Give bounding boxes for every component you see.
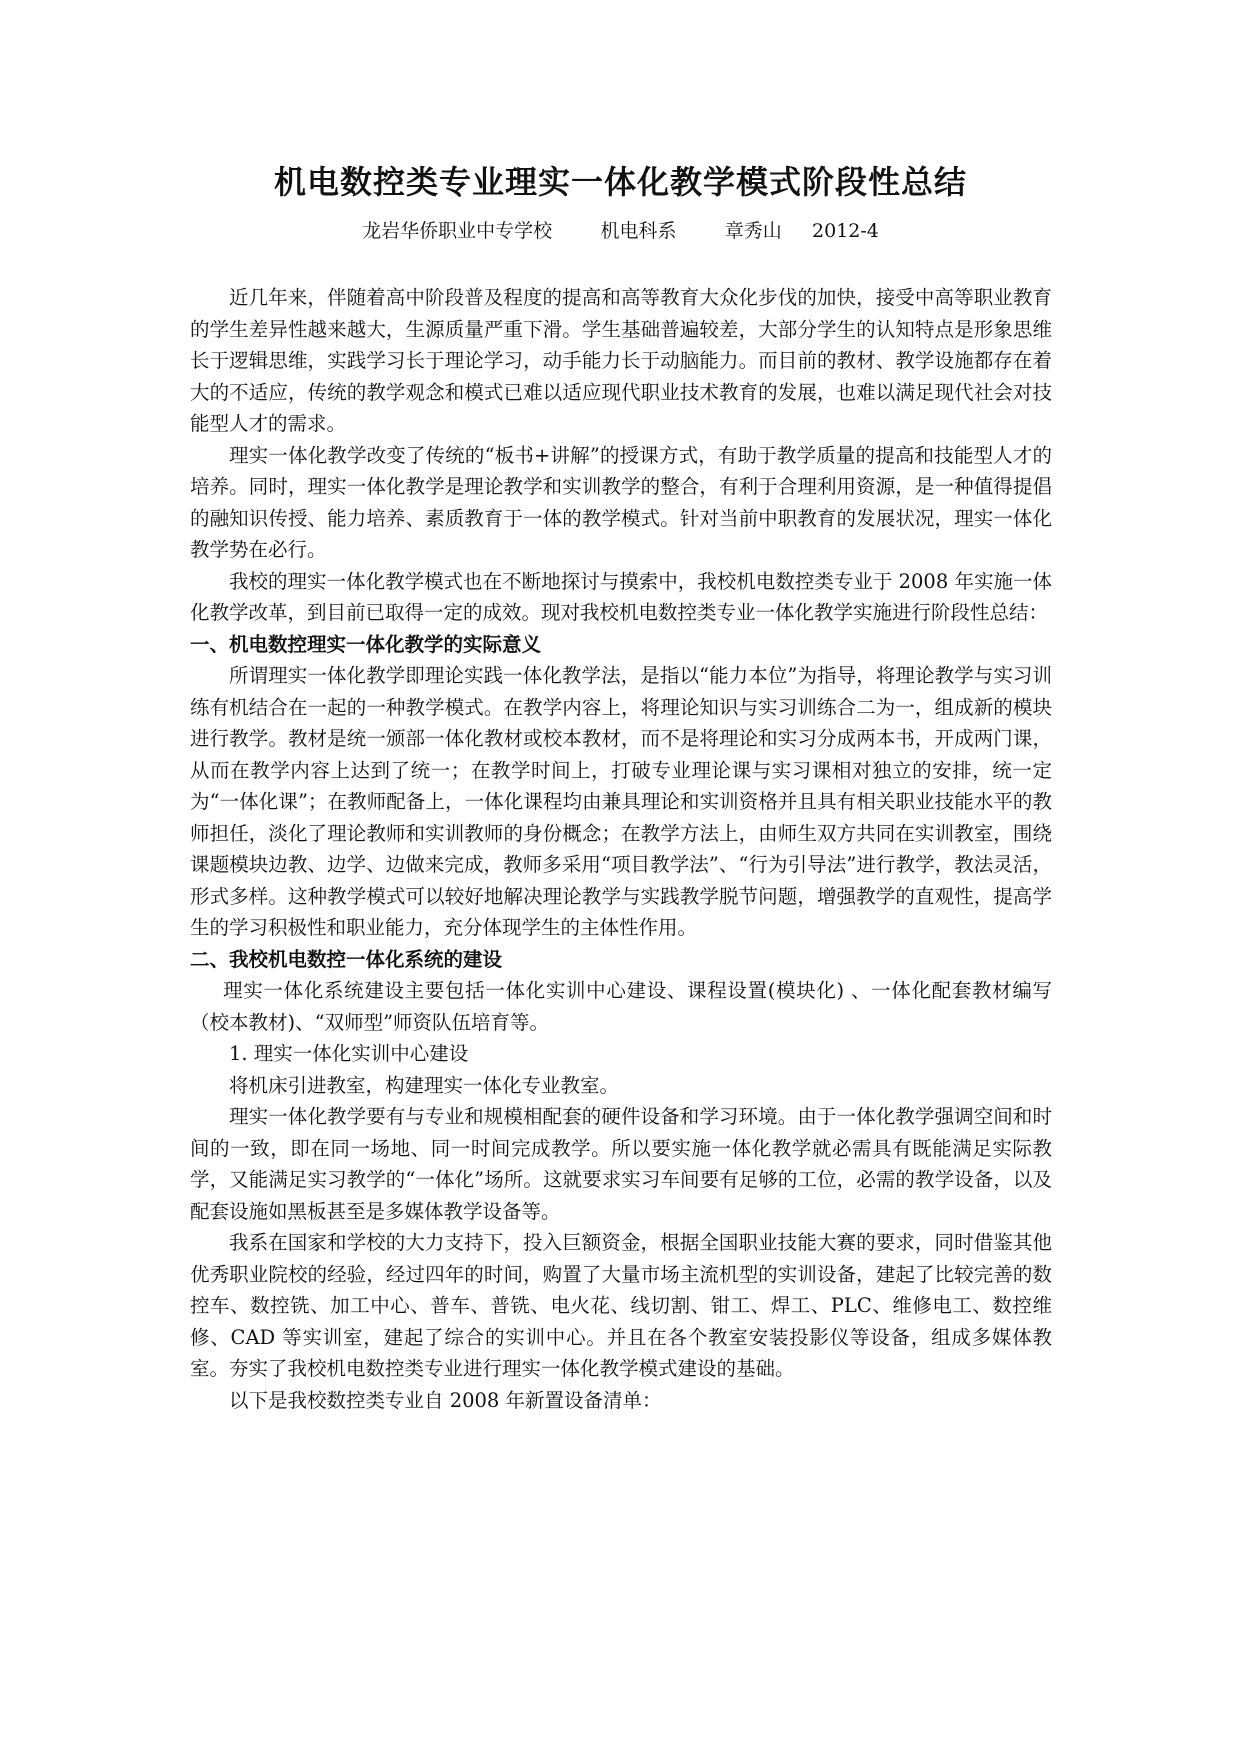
intro-paragraph-1: 近几年来，伴随着高中阶段普及程度的提高和高等教育大众化步伐的加快，接受中高等职业教育的学生差异性越来越大，生源质量严重下滑。学生基础普遍较差，大部分学生的认知特点是形象思维长于逻辑思维，实践学习长于理论学习，动手能力长于动脑能力。而目前的教材、教学设施都存在着大的不适应，传统的教学观念和模式已难以适应现代职业技术教育的发展，也难以满足现代社会对技能型人才的需求。 xyxy=(190,286,1052,435)
subsection-1-paragraph-3: 我系在国家和学校的大力支持下，投入巨额资金，根据全国职业技能大赛的要求，同时借鉴其他优秀职业院校的经验，经过四年的时间，购置了大量市场主流机型的实训设备，建起了比较完善的数控车、数控铣、加工中心、普车、普铣、电火花、线切割、钳工、焊工、PLC、维修电工、数控维修、CAD 等实训室，建起了综合的实训中心。并且在各个教室安装投影仪等设备，组成多媒体教室。夯实了我校机电数控类专业进行理实一体化教学模式建设的基础。 xyxy=(190,1231,1052,1380)
intro-paragraph-3: 我校的理实一体化教学模式也在不断地探讨与摸索中，我校机电数控类专业于 2008 年实施一体化教学改革，到目前已取得一定的成效。现对我校机电数控类专业一体化教学实施进行阶段性总结： xyxy=(190,569,1052,624)
intro-paragraph-2: 理实一体化教学改变了传统的“板书+讲解”的授课方式，有助于教学质量的提高和技能型人才的培养。同时，理实一体化教学是理论教学和实训教学的整合，有利于合理利用资源，是一种值得提倡的融知识传授、能力培养、素质教育于一体的教学模式。针对当前中职教育的发展状况，理实一体化教学势在必行。 xyxy=(190,443,1052,561)
section-1-heading: 一、机电数控理实一体化教学的实际意义 xyxy=(190,632,542,656)
byline-department: 机电科系 xyxy=(600,220,677,242)
section-2-heading: 二、我校机电数控一体化系统的建设 xyxy=(190,947,503,971)
byline-school: 龙岩华侨职业中专学校 xyxy=(362,220,553,242)
byline xyxy=(0,217,1241,245)
subsection-1-heading: 1. 理实一体化实训中心建设 xyxy=(229,1042,469,1065)
document-body xyxy=(190,282,1052,1416)
document-title: 机电数控类专业理实一体化教学模式阶段性总结 xyxy=(273,163,967,201)
section-2-intro: 理实一体化系统建设主要包括一体化实训中心建设、课程设置(模块化) 、一体化配套教材编写（校本教材)、“双师型”师资队伍培育等。 xyxy=(190,979,1052,1034)
byline-date: 2012-4 xyxy=(812,220,879,242)
byline-author: 章秀山 xyxy=(724,220,782,242)
subsection-1-paragraph-4: 以下是我校数控类专业自 2008 年新置设备清单： xyxy=(229,1388,662,1412)
section-1-paragraph: 所谓理实一体化教学即理论实践一体化教学法，是指以“能力本位”为指导，将理论教学与实习训练有机结合在一起的一种教学模式。在教学内容上，将理论知识与实习训练合二为一，组成新的模块进行教学。教材是统一颁部一体化教材或校本教材，而不是将理论和实习分成两本书，开成两门课，从而在教学内容上达到了统一；在教学时间上，打破专业理论课与实习课相对独立的安排，统一定为“一体化课”；在教师配备上，一体化课程均由兼具理论和实训资格并且具有相关职业技能水平的教师担任，淡化了理论教师和实训教师的身份概念；在教学方法上，由师生双方共同在实训教室，围绕课题模块边教、边学、边做来完成，教师多采用“项目教学法”、“行为引导法”进行教学，教法灵活，形式多样。这种教学模式可以较好地解决理论教学与实践教学脱节问题，增强教学的直观性，提高学生的学习积极性和职业能力，充分体现学生的主体性作用。 xyxy=(190,664,1052,939)
subsection-1-paragraph-1: 将机床引进教室，构建理实一体化专业教室。 xyxy=(229,1073,620,1097)
subsection-1-paragraph-2: 理实一体化教学要有与专业和规模相配套的硬件设备和学习环境。由于一体化教学强调空间和时间的一致，即在同一场地、同一时间完成教学。所以要实施一体化教学就必需具有既能满足实际教学，又能满足实习教学的“一体化”场所。这就要求实习车间要有足够的工位，必需的教学设备，以及配套设施如黑板甚至是多媒体教学设备等。 xyxy=(190,1105,1052,1223)
